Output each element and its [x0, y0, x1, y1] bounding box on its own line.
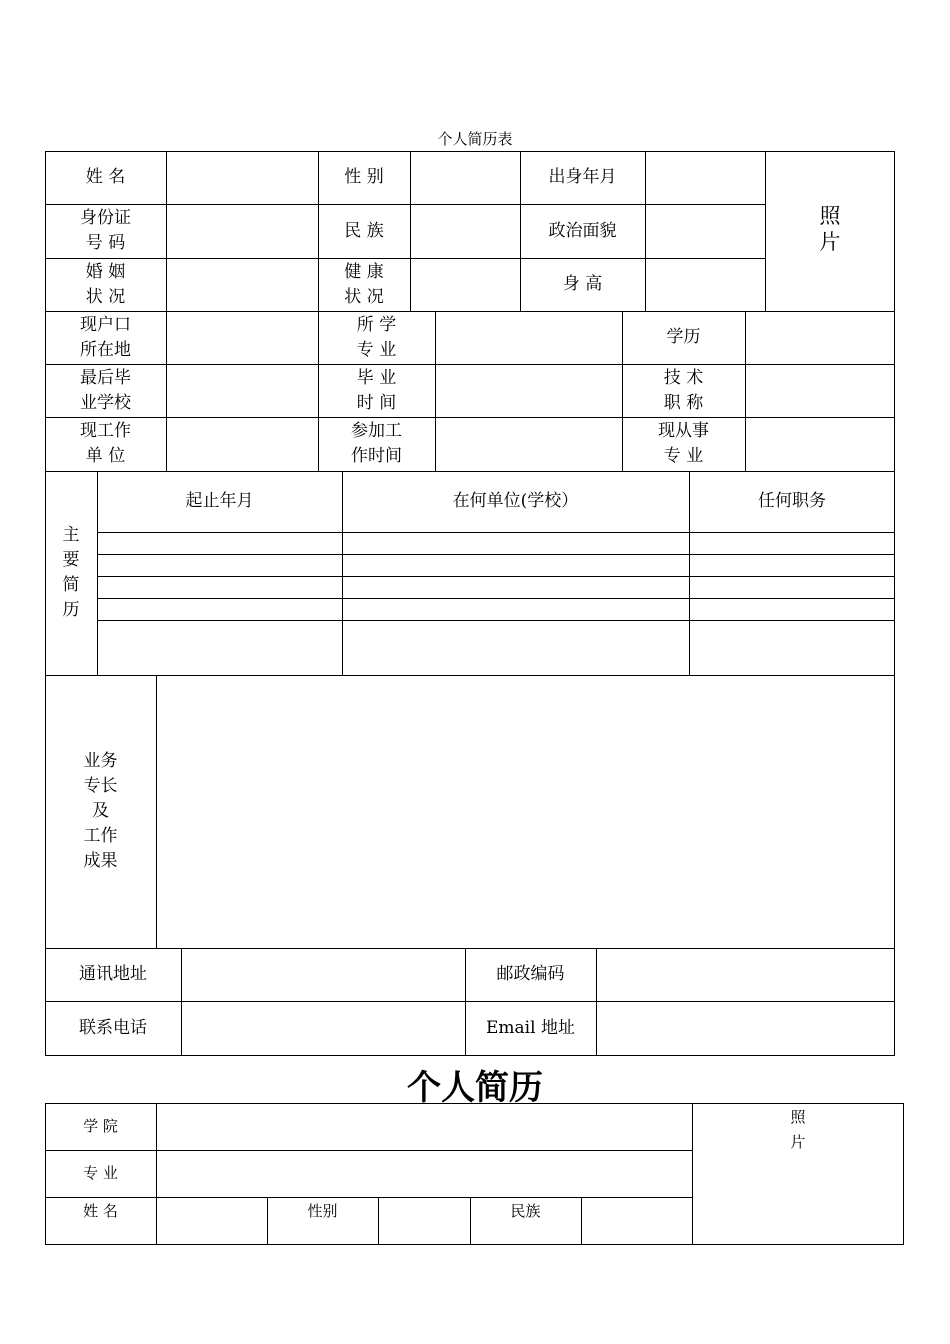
row-divider — [97, 532, 895, 533]
gender-label: 性 别 — [344, 167, 384, 187]
major-label: 专 业 — [83, 1164, 118, 1182]
phone-field[interactable] — [181, 1001, 465, 1056]
grad-time-label: 毕 业 时 间 — [356, 367, 397, 413]
name-label: 姓 名 — [85, 167, 126, 187]
hukou-label: 现户口 所在地 — [80, 314, 131, 360]
skills-label: 业务 专长 及 工作 成果 — [83, 751, 118, 871]
form-caption: 个人简历表 — [437, 130, 513, 148]
college-label: 学 院 — [83, 1117, 118, 1135]
address-field[interactable] — [181, 948, 465, 1001]
email-label: Email 地址 — [486, 1018, 575, 1038]
birth-field[interactable] — [645, 151, 765, 204]
workplace-label: 现工作 单 位 — [80, 421, 131, 466]
marital-label: 婚 姻 状 况 — [85, 261, 126, 307]
ethnicity-label: 民 族 — [344, 220, 384, 241]
college-field[interactable] — [156, 1103, 692, 1150]
height-field[interactable] — [645, 258, 765, 311]
photo-area[interactable]: 照 片 — [819, 204, 841, 254]
current-field-label: 现从事 专 业 — [658, 421, 709, 466]
id-card-label: 身份证 号 码 — [80, 208, 131, 253]
ethnicity-field[interactable] — [410, 204, 520, 258]
work-start-field[interactable] — [435, 417, 622, 471]
address-label: 通讯地址 — [79, 964, 147, 984]
id-card-field[interactable] — [166, 204, 318, 258]
political-label: 政治面貌 — [548, 220, 617, 241]
name-label-2: 姓 名 — [83, 1202, 118, 1220]
tech-title-field[interactable] — [745, 364, 895, 417]
history-col-period: 起止年月 — [185, 491, 254, 511]
gender-field-2[interactable] — [378, 1197, 470, 1245]
major-field[interactable] — [156, 1150, 692, 1197]
phone-label: 联系电话 — [79, 1018, 147, 1038]
grad-time-field[interactable] — [435, 364, 622, 417]
work-start-label: 参加工 作时间 — [351, 421, 402, 466]
education-field[interactable] — [745, 311, 895, 364]
row-divider — [97, 576, 895, 577]
gender-field[interactable] — [410, 151, 520, 204]
name-field[interactable] — [166, 151, 318, 204]
ethnicity-field-2[interactable] — [581, 1197, 692, 1245]
current-field-field[interactable] — [745, 417, 895, 471]
political-field[interactable] — [645, 204, 765, 258]
major-studied-field[interactable] — [435, 311, 622, 364]
skills-field[interactable] — [156, 675, 895, 948]
row-divider — [97, 598, 895, 599]
marital-field[interactable] — [166, 258, 318, 311]
email-field[interactable] — [596, 1001, 895, 1056]
photo-area-2[interactable]: 照 片 — [790, 1108, 806, 1151]
row-divider — [97, 620, 895, 621]
health-label: 健 康 状 况 — [344, 261, 384, 307]
tech-title-label: 技 术 职 称 — [663, 367, 704, 413]
education-label: 学历 — [666, 327, 701, 347]
gender-label-2: 性别 — [307, 1202, 338, 1220]
health-field[interactable] — [410, 258, 520, 311]
resume-title: 个人简历 — [407, 1068, 543, 1108]
name-field-2[interactable] — [156, 1197, 267, 1245]
ethnicity-label-2: 民族 — [510, 1202, 541, 1220]
history-col-position: 任何职务 — [758, 491, 826, 511]
row-divider — [97, 554, 895, 555]
school-label: 最后毕 业学校 — [80, 367, 131, 413]
birth-label: 出身年月 — [548, 167, 617, 187]
hukou-field[interactable] — [166, 311, 318, 364]
history-col-unit: 在何单位(学校） — [452, 491, 579, 511]
workplace-field[interactable] — [166, 417, 318, 471]
height-label: 身 高 — [562, 274, 603, 294]
school-field[interactable] — [166, 364, 318, 417]
history-label: 主 要 简 历 — [62, 525, 80, 620]
major-studied-label: 所 学 专 业 — [356, 314, 397, 360]
postcode-label: 邮政编码 — [496, 964, 565, 984]
postcode-field[interactable] — [596, 948, 895, 1001]
